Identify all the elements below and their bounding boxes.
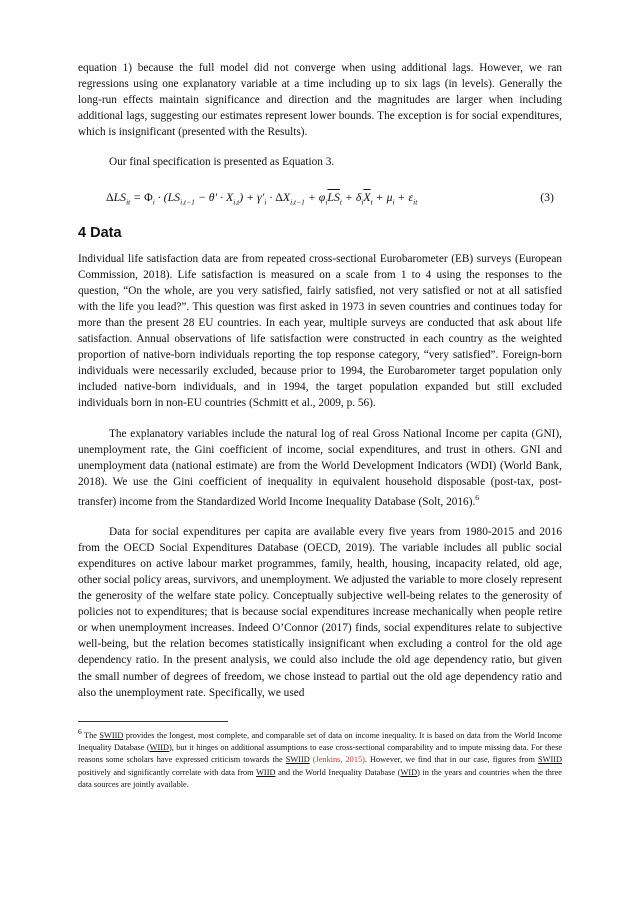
- footnote-6: [78, 726, 562, 792]
- wiid-link[interactable]: WIID: [149, 742, 169, 752]
- wid-link[interactable]: WID: [400, 767, 418, 777]
- paragraph-data-source: Individual life satisfaction data are from repeated cross-sectional Eurobarometer (EB) surveys (European Commission, 2018). Life satisfaction is measured on a scale from 1 to 4 using the responses to the question, “On the whole, are you very satisfied, fairly satisfied, not very satisfied or not at all satisfied with the life you lead?”. This question was first asked in 1973 in seven countries and continues today for more than the present 28 EU countries. In each year, multiple surveys are conducted that ask about life satisfaction. Annual observations of life satisfaction were constructed in each country as the weighted proportion of native-born individuals reporting the top response category, “very satisfied”. Foreign-born individuals were necessarily excluded, because prior to 1994, the Eurobarometer target population only included native-born individuals, and in 1994, the target population expanded but still excluded individuals born in non-EU countries (Schmitt et al., 2009, p. 56).: [78, 252, 562, 410]
- footnote-text: and the World Inequality Database (: [275, 767, 401, 777]
- swiid-link[interactable]: SWIID: [285, 755, 310, 765]
- equation-3: [78, 185, 562, 209]
- footnote-divider: [78, 721, 228, 722]
- swiid-link[interactable]: SWIID: [99, 730, 124, 740]
- paragraph-final-specification: Our final specification is presented as Equation 3.: [109, 156, 335, 169]
- paragraph-explanatory-text: The explanatory variables include the natural log of real Gross National Income per capita (GNI), unemployment rate, the Gini coefficient of income, social expenditures, and trust in others. GNI and unemployment data (national estimate) are from the World Development Indicators (WDI) (World Bank, 2018). We use the Gini coefficient of inequality in equivalent household disposable (post-tax, post-transfer) income from the Standardized World Income Inequality Database (Solt, 2016).: [78, 427, 562, 508]
- wiid-link[interactable]: WIID: [256, 767, 276, 777]
- footnote-reference[interactable]: 6: [475, 492, 480, 502]
- swiid-link[interactable]: SWIID: [538, 755, 563, 765]
- paragraph-intro: equation 1) because the full model did not converge when using additional lags. However, we ran regressions using one explanatory variable at a time including up to six lags (in levels). Generally the long-run effects maintain significance and direction and the magnitudes are larger when including additional lags, suggesting our estimates represent lower bounds. The exception is for social expenditures, which is insignificant (presented with the Results).: [78, 62, 562, 139]
- citation-link[interactable]: (Jenkins, 2015): [312, 755, 365, 765]
- footnote-text: . However, we find that in our case, figures from: [364, 755, 539, 765]
- equation-formula: $\Delta LS_{it} = \Phi_i \cdot (LS_{i,t-1} - \theta' \cdot X_{i,t}) + \gamma'_i \cdot \Delta X_{i,t-1} + \varphi_i\overline{LS}_t + \delta_i\overline{X}_t + \mu_i + \varepsilon_{it}$: [106, 189, 418, 206]
- equation-number: (3): [540, 189, 554, 204]
- footnote-text: positively and significantly correlate with data from: [78, 767, 257, 777]
- footnote-text: ), but it hinges on additional assumptions to ease cross-sectional comparability and to impute missing data. For these reasons some scholars have expressed criticism towards the: [78, 742, 562, 765]
- paragraph-explanatory-variables: [78, 426, 562, 510]
- page-body: [78, 60, 562, 792]
- footnote-text: The: [81, 730, 100, 740]
- footnote-text: provides the longest, most complete, and comparable set of data on income inequality. It is based on data from the World Income Inequality Database (: [78, 730, 562, 752]
- section-heading: 4 Data: [78, 224, 122, 241]
- footnote-mark: 6: [78, 726, 82, 736]
- footnote-text: ) in the years and countries when the three data sources are jointly available.: [78, 767, 562, 790]
- paragraph-social-expenditures: Data for social expenditures per capita are available every five years from 1980-2015 and 2016 from the OECD Social Expenditures Database (OECD, 2019). The variable includes all public social expenditures on active labour market programmes, family, health, housing, incapacity related, old age, other social policy areas, survivors, and unemployment. We adjusted the variable to more closely represent the generosity of the welfare state policy. Conceptually subjective well-being relates to the generosity of policies not to expenditures; that is because social expenditures increase mechanically when people retire or when unemployment increases. Indeed O’Connor (2017) finds, social expenditures relate to subjective well-being, but the relation becomes statistically insignificant when excluding a control for the old age dependency ratio. In the present analysis, we could also include the old age dependency ratio, but given the small number of degrees of freedom, we chose instead to partial out the old age dependency ratio and also the unemployment rate. Specifically, we used: [78, 525, 562, 699]
